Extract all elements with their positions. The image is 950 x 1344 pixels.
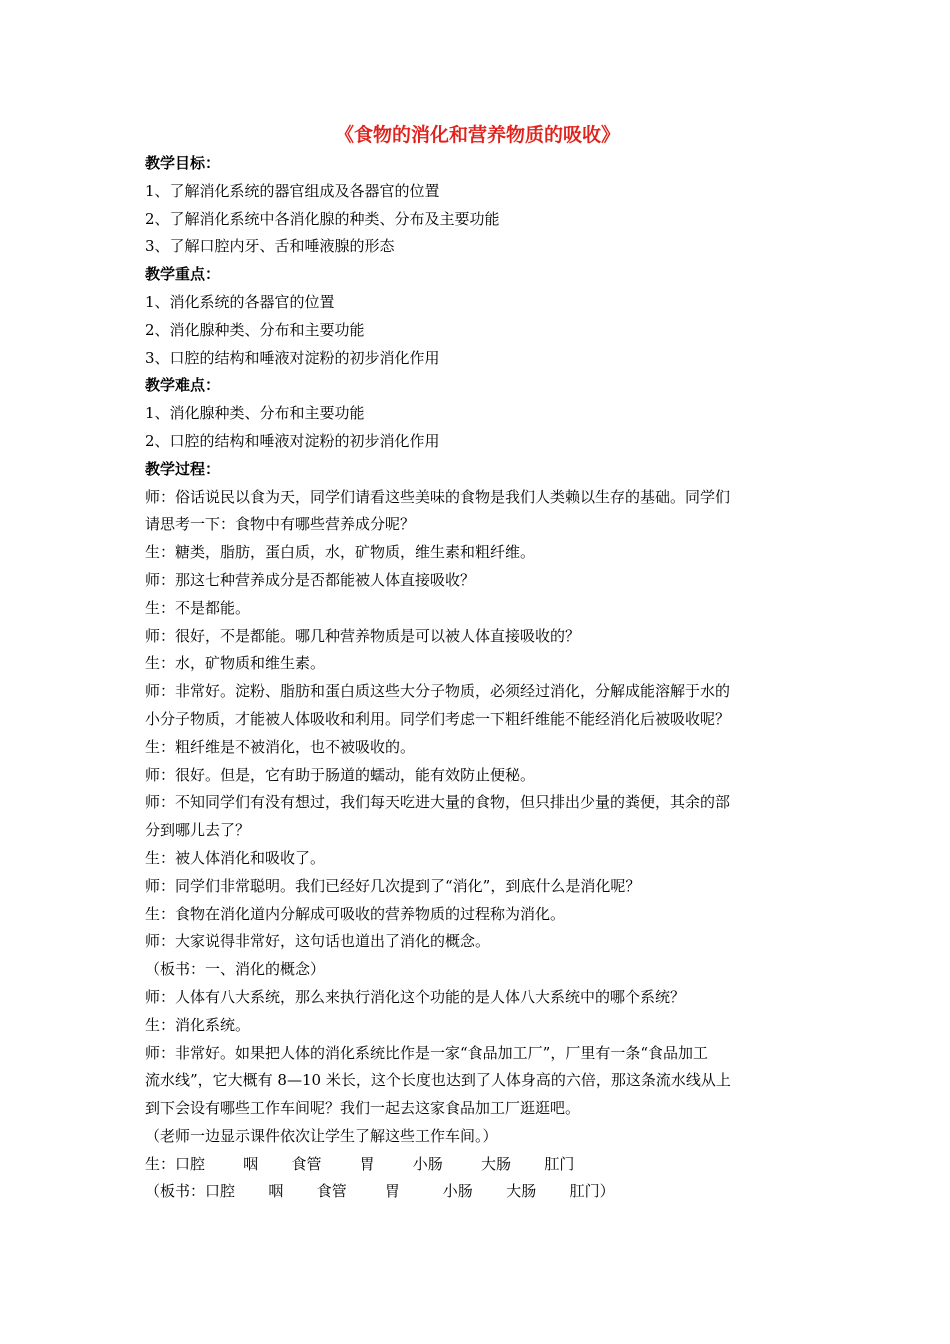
text-line: 师：那这七种营养成分是否都能被人体直接吸收？ xyxy=(145,570,476,589)
text-line: 分到哪儿去了？ xyxy=(145,821,251,840)
text-line: 师：人体有八大系统，那么来执行消化这个功能的是人体八大系统中的哪个系统？ xyxy=(145,987,686,1006)
text-line: 生：水，矿物质和维生素。 xyxy=(145,654,326,673)
text-line: 师：非常好。如果把人体的消化系统比作是一家“食品加工厂”，厂里有一条“食品加工 xyxy=(145,1043,709,1062)
text-line: 2、消化腺种类、分布和主要功能 xyxy=(145,320,365,339)
text-line: 生：食物在消化道内分解成可吸收的营养物质的过程称为消化。 xyxy=(145,904,566,923)
document-body xyxy=(145,150,810,1206)
text-line: 师：俗话说民以食为天，同学们请看这些美味的食物是我们人类赖以生存的基础。同学们 xyxy=(145,487,731,506)
text-line: 师：非常好。淀粉、脂肪和蛋白质这些大分子物质，必须经过消化，分解成能溶解于水的 xyxy=(145,682,731,701)
text-line: 生：口腔 咽 食管 胃 小肠 大肠 肛门 xyxy=(145,1154,575,1173)
text-line: 到下会设有哪些工作车间呢？我们一起去这家食品加工厂逛逛吧。 xyxy=(145,1099,581,1118)
text-line: 师：很好。但是，它有助于肠道的蠕动，能有效防止便秘。 xyxy=(145,765,536,784)
text-line: 小分子物质，才能被人体吸收和利用。同学们考虑一下粗纤维能不能经消化后被吸收呢？ xyxy=(145,709,731,728)
text-line: 师：大家说得非常好，这句话也道出了消化的概念。 xyxy=(145,932,491,951)
text-line: 流水线”，它大概有 8—10 米长，这个长度也达到了人体身高的六倍，那这条流水线从上 xyxy=(145,1071,731,1090)
text-line: 生：粗纤维是不被消化，也不被吸收的。 xyxy=(145,737,416,756)
text-line: 生：被人体消化和吸收了。 xyxy=(145,848,326,867)
text-line: 师：不知同学们有没有想过，我们每天吃进大量的食物，但只排出少量的粪便，其余的部 xyxy=(145,793,731,812)
text-line: 生：糖类，脂肪，蛋白质，水，矿物质，维生素和粗纤维。 xyxy=(145,543,536,562)
text-line: （板书：口腔 咽 食管 胃 小肠 大肠 肛门） xyxy=(145,1182,615,1201)
text-line: 请思考一下：食物中有哪些营养成分呢？ xyxy=(145,515,416,534)
section-heading: 教学过程： xyxy=(145,459,221,478)
text-line: 3、了解口腔内牙、舌和唾液腺的形态 xyxy=(145,237,395,256)
text-line: （板书：一、消化的概念） xyxy=(145,960,326,979)
document-page xyxy=(145,120,810,1206)
text-line: 1、消化系统的各器官的位置 xyxy=(145,292,335,311)
section-heading: 教学难点： xyxy=(145,376,221,395)
text-line: 1、了解消化系统的器官组成及各器官的位置 xyxy=(145,181,440,200)
text-line: 1、消化腺种类、分布和主要功能 xyxy=(145,404,365,423)
section-heading: 教学目标： xyxy=(145,154,221,172)
text-line: 3、口腔的结构和唾液对淀粉的初步消化作用 xyxy=(145,348,440,367)
text-line: 2、了解消化系统中各消化腺的种类、分布及主要功能 xyxy=(145,209,500,228)
text-line: 生：消化系统。 xyxy=(145,1015,251,1034)
text-line: 师：很好，不是都能。哪几种营养物质是可以被人体直接吸收的？ xyxy=(145,626,581,645)
text-line: 师：同学们非常聪明。我们已经好几次提到了“消化”，到底什么是消化呢？ xyxy=(145,876,641,895)
text-line: 2、口腔的结构和唾液对淀粉的初步消化作用 xyxy=(145,431,440,450)
text-line: 生：不是都能。 xyxy=(145,598,251,617)
document-title: 《食物的消化和营养物质的吸收》 xyxy=(334,124,620,146)
section-heading: 教学重点： xyxy=(145,265,221,284)
text-line: （老师一边显示课件依次让学生了解这些工作车间。） xyxy=(145,1126,498,1145)
